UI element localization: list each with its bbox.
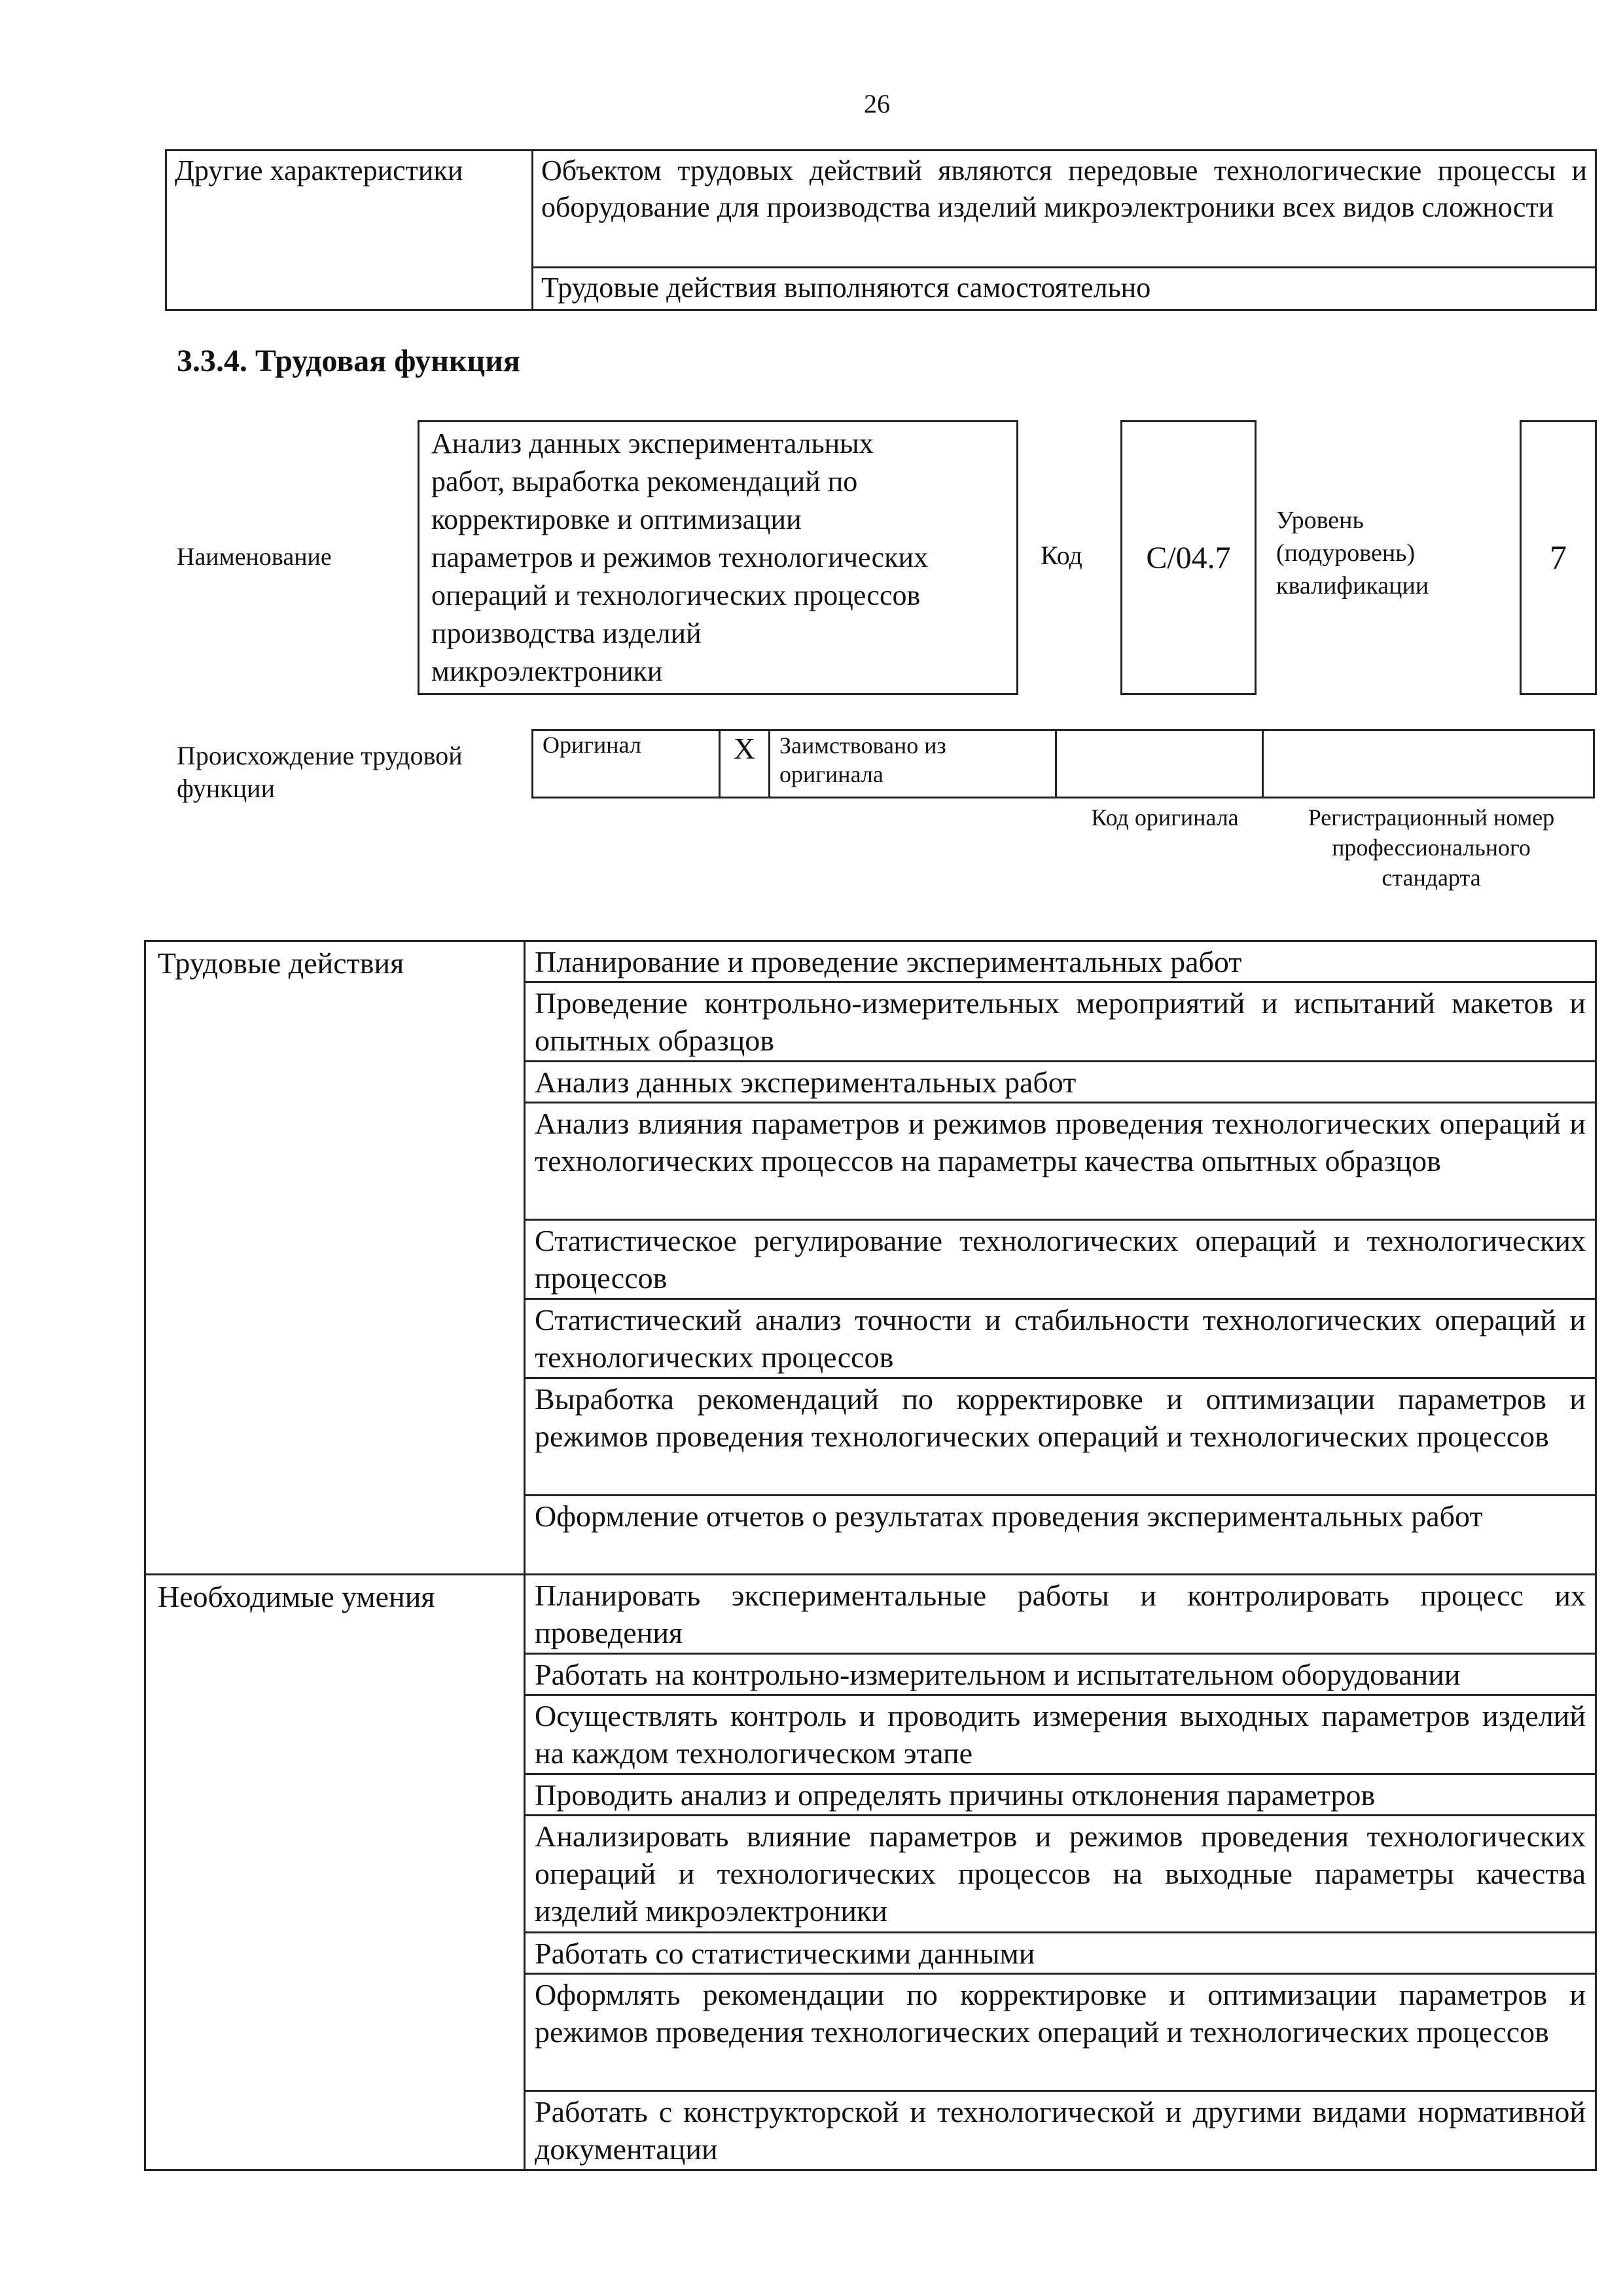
labor-action-item: Статистическое регулирование технологических операций и технологических процессов [525, 1220, 1596, 1299]
labor-action-item: Планирование и проведение экспериментальных работ [525, 941, 1596, 982]
other-characteristics-item: Трудовые действия выполняются самостоятельно [533, 268, 1596, 310]
level-label-line: квалификации [1276, 572, 1429, 600]
original-mark: X [720, 730, 770, 798]
code-label: Код [1041, 541, 1082, 570]
labor-action-item: Анализ влияния параметров и режимов проведения технологических операций и технологических процессов на параметры качества опытных образцов [525, 1103, 1596, 1220]
function-name-line: производства изделий [431, 617, 702, 649]
function-code: C/04.7 [1120, 420, 1257, 695]
required-skill-item: Анализировать влияние параметров и режимов проведения технологических операций и технологических процессов на выходные параметры качества изделий микроэлектроники [525, 1816, 1596, 1933]
level-label-line: Уровень [1276, 507, 1364, 534]
function-name-line: работ, выработка рекомендаций по [431, 465, 858, 497]
labor-action-item: Оформление отчетов о результатах проведения экспериментальных работ [525, 1496, 1596, 1575]
required-skill-item: Работать со статистическими данными [525, 1933, 1596, 1974]
origin-label-line: функции [177, 774, 275, 803]
labor-function-table [144, 940, 1597, 2171]
level-label-line: (подуровень) [1276, 539, 1416, 567]
borrowed-label-line: оригинала [779, 761, 883, 787]
required-skill-item: Работать с конструкторской и технологической и другими видами нормативной документации [525, 2091, 1596, 2170]
origin-label [177, 740, 463, 805]
reg-number-caption-line: стандарта [1382, 865, 1481, 891]
function-name-box [418, 420, 1018, 695]
labor-action-item: Статистический анализ точности и стабильности технологических операций и технологических процессов [525, 1299, 1596, 1378]
required-skills-label: Необходимые умения [145, 1575, 525, 2170]
required-skill-item: Оформлять рекомендации по корректировке и оптимизации параметров и режимов проведения технологических операций и технологических процессов [525, 1974, 1596, 2091]
function-name-line: операций и технологических процессов [431, 579, 921, 611]
labor-action-item: Проведение контрольно-измерительных мероприятий и испытаний макетов и опытных образцов [525, 982, 1596, 1062]
labor-action-item: Анализ данных экспериментальных работ [525, 1062, 1596, 1103]
reg-number-caption-line: Регистрационный номер [1308, 804, 1555, 831]
function-name-line: корректировке и оптимизации [431, 503, 802, 535]
required-skill-item: Планировать экспериментальные работы и контролировать процесс их проведения [525, 1575, 1596, 1654]
reg-number-caption [1266, 802, 1597, 893]
function-name-line: микроэлектроники [431, 655, 663, 687]
reg-number-cell [1263, 730, 1594, 798]
code-original-caption: Код оригинала [1091, 804, 1239, 831]
original-label: Оригинал [533, 730, 720, 798]
function-name-line: Анализ данных экспериментальных [431, 427, 874, 459]
borrowed-label-line: Заимствовано из [779, 732, 946, 759]
reg-number-caption-line: профессионального [1332, 834, 1531, 861]
labor-action-item: Выработка рекомендаций по корректировке и оптимизации параметров и режимов проведения технологических операций и технологических процессов [525, 1378, 1596, 1496]
required-skill-item: Проводить анализ и определять причины отклонения параметров [525, 1774, 1596, 1816]
other-characteristics-item: Объектом трудовых действий являются передовые технологические процессы и оборудование для производства изделий микроэлектроники всех видов сложности [533, 151, 1596, 268]
page-number: 26 [864, 89, 890, 118]
labor-actions-label: Трудовые действия [145, 941, 525, 1575]
name-label: Наименование [177, 543, 332, 571]
origin-label-line: Происхождение трудовой [177, 741, 463, 770]
code-original-cell [1056, 730, 1263, 798]
qualification-level-value: 7 [1520, 420, 1597, 695]
required-skill-item: Осуществлять контроль и проводить измерения выходных параметров изделий на каждом технологическом этапе [525, 1695, 1596, 1774]
qualification-level-label [1276, 504, 1429, 602]
origin-table [531, 729, 1595, 798]
other-characteristics-table [165, 149, 1597, 311]
section-title: 3.3.4. Трудовая функция [177, 344, 520, 378]
other-characteristics-label: Другие характеристики [166, 151, 533, 310]
required-skill-item: Работать на контрольно-измерительном и испытательном оборудовании [525, 1654, 1596, 1695]
borrowed-label [770, 730, 1056, 798]
function-name-line: параметров и режимов технологических [431, 541, 929, 573]
